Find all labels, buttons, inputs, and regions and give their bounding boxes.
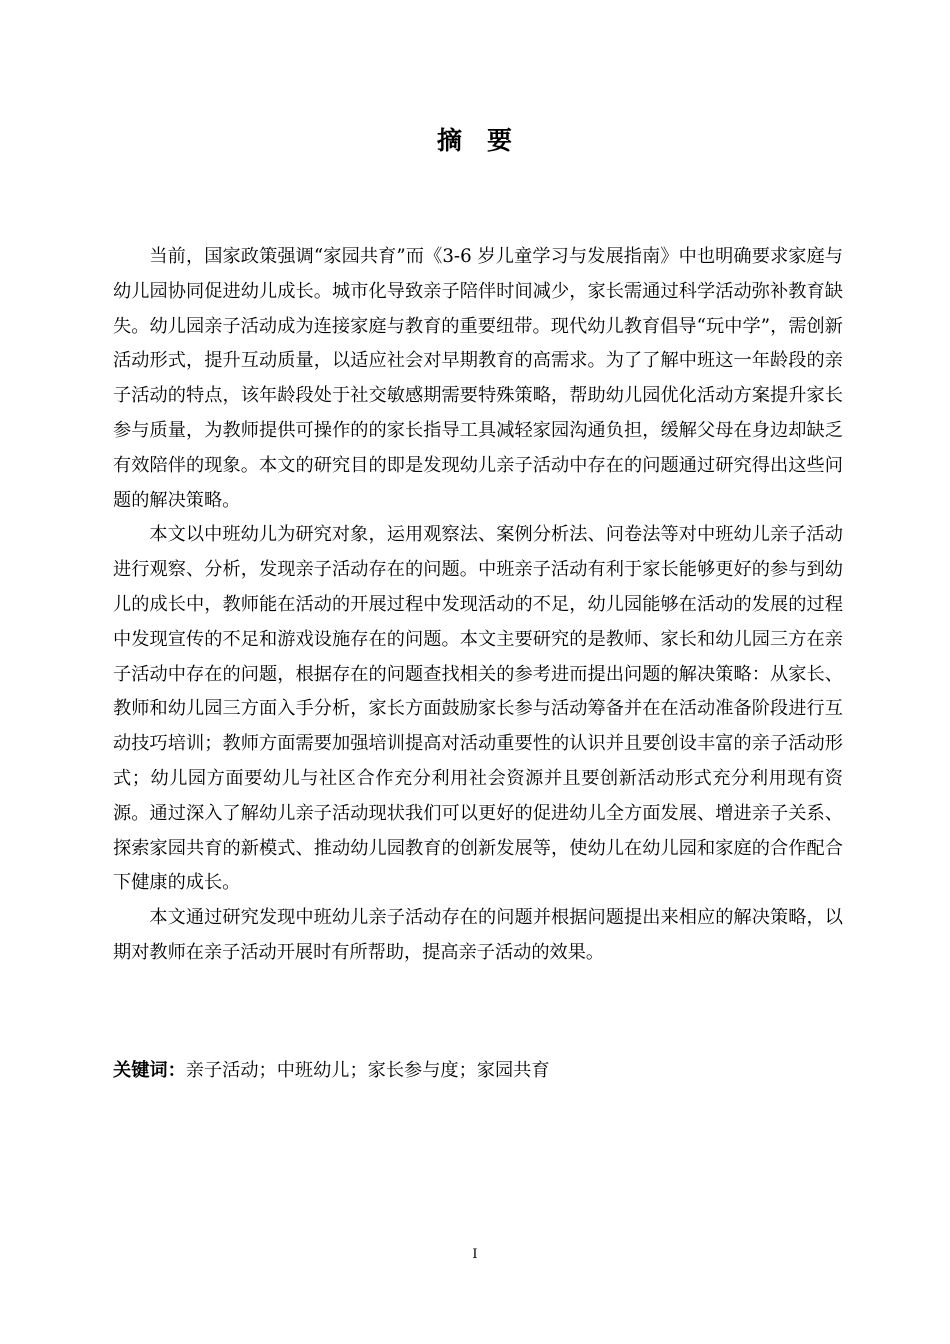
keywords-line <box>113 1054 843 1088</box>
title-char-2: 要 <box>487 126 514 155</box>
abstract-paragraph-2: 本文以中班幼儿为研究对象，运用观察法、案例分析法、问卷法等对中班幼儿亲子活动进行观察、分析，发现亲子活动存在的问题。中班亲子活动有利于家长能够更好的参与到幼儿的成长中，教师能在活动的开展过程中发现活动的不足，幼儿园能够在活动的发展的过程中发现宣传的不足和游戏设施存在的问题。本文主要研究的是教师、家长和幼儿园三方在亲子活动中存在的问题，根据存在的问题查找相关的参考进而提出问题的解决策略：从家长、教师和幼儿园三方面入手分析，家长方面鼓励家长参与活动筹备并在在活动准备阶段进行互动技巧培训；教师方面需要加强培训提高对活动重要性的认识并且要创设丰富的亲子活动形式；幼儿园方面要幼儿与社区合作充分利用社会资源并且要创新活动形式充分利用现有资源。通过深入了解幼儿亲子活动现状我们可以更好的促进幼儿全方面发展、增进亲子关系、探索家园共育的新模式、推动幼儿园教育的创新发展等，使幼儿在幼儿园和家庭的合作配合下健康的成长。 <box>113 524 843 894</box>
page-title <box>0 121 950 161</box>
page-number: I <box>472 1247 478 1262</box>
abstract-paragraph-1: 当前，国家政策强调“家园共育”而《3-6 岁儿童学习与发展指南》中也明确要求家庭与幼儿园协同促进幼儿成长。城市化导致亲子陪伴时间减少，家长需通过科学活动弥补教育缺失。幼儿园亲子活动成为连接家庭与教育的重要纽带。现代幼儿教育倡导“玩中学”，需创新活动形式，提升互动质量，以适应社会对早期教育的高需求。为了了解中班这一年龄段的亲子活动的特点，该年龄段处于社交敏感期需要特殊策略，帮助幼儿园优化活动方案提升家长参与质量，为教师提供可操作的的家长指导工具减轻家园沟通负担，缓解父母在身边却缺乏有效陪伴的现象。本文的研究目的即是发现幼儿亲子活动中存在的问题通过研究得出这些问题的解决策略。 <box>113 246 843 511</box>
title-char-1: 摘 <box>436 126 463 155</box>
abstract-paragraph-3: 本文通过研究发现中班幼儿亲子活动存在的问题并根据问题提出来相应的解决策略，以期对教师在亲子活动开展时有所帮助，提高亲子活动的效果。 <box>113 907 843 963</box>
keywords-label: 关键词： <box>113 1060 186 1081</box>
abstract-body <box>113 240 843 971</box>
keywords-text: 亲子活动；中班幼儿；家长参与度；家园共育 <box>185 1060 550 1081</box>
